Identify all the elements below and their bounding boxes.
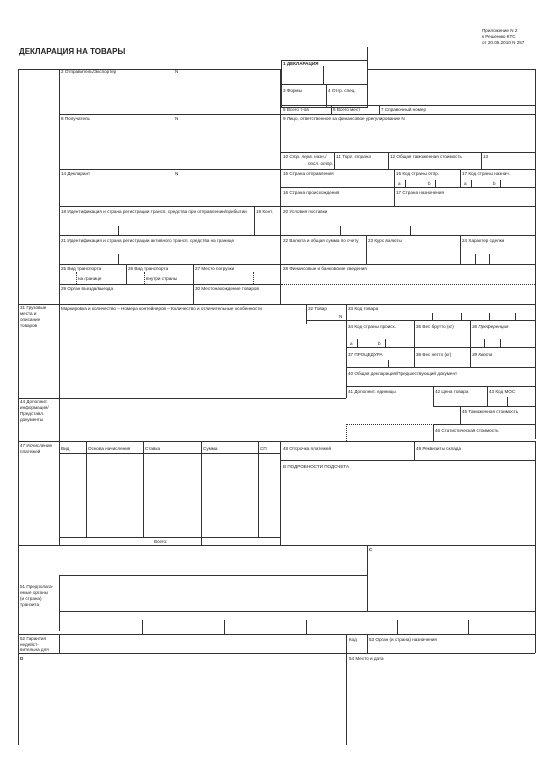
calc-col-stavka: Ставка: [145, 446, 161, 451]
divider: [500, 339, 501, 347]
field-19-label: 19 Конт.: [256, 209, 274, 214]
divider: [18, 304, 535, 305]
field-11-label: 11 Торг. страна: [336, 154, 371, 159]
column-divider: [59, 634, 60, 653]
divider: [471, 180, 472, 187]
divider: [346, 386, 535, 387]
frame-right: [535, 441, 536, 545]
divider: [281, 284, 535, 285]
divider: [59, 114, 535, 115]
field-39-label: 39 Квота: [472, 352, 493, 357]
field-31-label-2: места и: [20, 311, 37, 316]
column-divider: [59, 575, 60, 631]
divider: [414, 320, 415, 347]
divider: [346, 424, 434, 425]
field-42-label: 42 Цена товара: [435, 389, 469, 394]
divider: [367, 69, 535, 70]
divider: [253, 272, 254, 284]
field-14-label: 14 Декларант: [61, 171, 91, 176]
decision-label: к Решению КТС: [482, 34, 516, 39]
divider: [487, 386, 488, 406]
divider: [515, 313, 516, 320]
divider: [201, 441, 202, 537]
divider: [281, 84, 368, 85]
divider: [86, 441, 87, 537]
field-14-n: N: [175, 171, 179, 176]
divider: [334, 152, 335, 169]
divider: [306, 620, 307, 634]
divider: [346, 347, 535, 348]
divider: [346, 424, 347, 441]
divider: [18, 545, 535, 546]
field-51-label-4: транзита: [20, 602, 40, 607]
field-17-label: 17 Страна назначения: [396, 190, 444, 195]
divider: [59, 575, 367, 576]
divider: [357, 339, 358, 347]
field-10-label: 10 Стр. перв. назн./: [283, 154, 327, 159]
field-29-label: 29 Орган въезда/выезда: [61, 286, 114, 291]
page-title: ДЕКЛАРАЦИЯ НА ТОВАРЫ: [19, 47, 126, 56]
field-52-label-3: вительна для: [20, 647, 49, 652]
field-40-label: 40 Общая декларация/Предшествующий документ: [348, 371, 458, 376]
divider: [410, 226, 411, 235]
divider: [18, 653, 535, 654]
field-52-label-1: 52 Гарантия: [20, 636, 46, 641]
divider: [118, 254, 119, 264]
field-24-label: 24 Характер сделки: [462, 238, 505, 243]
divider: [281, 105, 535, 106]
divider: [435, 180, 436, 187]
divider: [340, 226, 341, 235]
divider: [323, 66, 324, 84]
divider: [433, 406, 535, 407]
field-15a-b: b: [428, 181, 431, 186]
field-26-sublabel: внутри страны: [146, 276, 178, 281]
divider: [76, 272, 77, 284]
divider: [258, 441, 259, 537]
divider: [144, 272, 145, 284]
divider: [433, 424, 434, 441]
divider: [143, 441, 144, 537]
field-54-label: 54 Место и дата: [349, 656, 384, 661]
divider: [433, 386, 434, 406]
divider: [461, 313, 462, 320]
divider: [433, 424, 535, 425]
divider: [470, 320, 471, 347]
field-38-label: 38 Вес нетто (кг): [416, 352, 452, 357]
column-divider: [346, 634, 347, 745]
field-31-label-3: описание: [20, 317, 41, 322]
field-5-label: 5 Всего т-ов: [283, 107, 309, 112]
field-4-label: 4 Отгр. спец.: [328, 88, 356, 93]
frame-left: [18, 69, 19, 745]
field-44-label-4: документы: [20, 417, 44, 422]
divider: [388, 152, 389, 169]
calc-col-sp: СП: [260, 446, 267, 451]
column-divider: [59, 398, 60, 441]
divider: [470, 347, 471, 367]
field-25-label: 25 Вид транспорта: [61, 266, 102, 271]
field-48-label: 48 Отсрочка платежей: [283, 446, 332, 451]
divider: [18, 441, 535, 442]
calc-col-osnova: Основа начисления: [88, 446, 131, 451]
divider: [331, 105, 332, 114]
field-30-label: 30 Местонахождение товаров: [195, 286, 259, 291]
field-15-label: 15 Страна отправления: [283, 171, 334, 176]
field-27-label: 27 Место погрузки: [195, 266, 235, 271]
field-b-label: В ПОДРОБНОСТИ ПОДСЧЕТА: [283, 464, 350, 469]
field-9-label: 9 Лицо, ответственное за финансовое урегулирование N: [283, 116, 405, 121]
field-26-label: 26 Вид транспорта: [128, 266, 169, 271]
field-10-sublabel: посл. отпр.: [308, 161, 334, 166]
divider: [388, 360, 389, 367]
field-15a-a: a: [398, 181, 401, 186]
field-31-label-4: товаров: [20, 323, 38, 328]
field-15a-label: 15 Код страны отпр.: [396, 171, 439, 176]
divider: [142, 620, 143, 634]
field-17a-a: a: [464, 181, 467, 186]
column-divider: [59, 441, 60, 545]
frame-right: [535, 545, 536, 634]
divider: [59, 611, 535, 612]
column-divider: [280, 441, 281, 545]
divider: [460, 406, 461, 424]
divider: [118, 226, 119, 235]
field-35-label: 35 Вес брутто (кг): [416, 324, 454, 329]
field-44-label-1: 44 Дополнит.: [20, 399, 48, 404]
field-8-label: 8 Получатель: [61, 116, 90, 121]
frame-right: [535, 304, 536, 439]
divider: [306, 304, 307, 324]
field-8-n: N: [175, 116, 179, 121]
divider: [346, 367, 535, 368]
field-22-label: 22 Валюта и общая сумма по счету: [283, 238, 359, 243]
divider: [500, 180, 501, 187]
decision-date: от 20.05.2010 N 257: [482, 40, 525, 45]
column-divider: [59, 304, 60, 398]
frame-top: [18, 69, 281, 70]
field-23-label: 23 Курс валюты: [368, 238, 402, 243]
field-31-description: Маркировка и количество – Номера контейнеров – Количество и отличительные особенности: [61, 306, 262, 311]
field-3-label: 3 Формы: [283, 88, 302, 93]
divider: [507, 397, 508, 406]
divider: [460, 169, 461, 187]
field-44-label-2: информация/: [20, 405, 49, 410]
divider: [385, 339, 386, 347]
field-51-label-1: 51 Предполага-: [20, 584, 54, 589]
field-18-label: 18 Идентификация и страна регистрации трансп. средства при отправлении/прибытии: [61, 209, 247, 214]
divider: [59, 206, 535, 207]
field-1-label: 1 ДЕКЛАРАЦИЯ: [283, 61, 319, 66]
column-divider: [59, 69, 60, 304]
appendix-label: Приложение N 2: [482, 28, 518, 33]
divider: [224, 620, 225, 634]
divider: [484, 339, 485, 347]
field-34-b: b: [378, 341, 381, 346]
divider: [489, 254, 490, 264]
field-51-label-2: емые органы: [20, 590, 48, 595]
field-28-label: 28 Финансовые и банковские сведения: [283, 266, 367, 271]
divider: [254, 206, 255, 235]
frame-right: [535, 165, 536, 304]
divider: [475, 254, 476, 264]
field-34-a: a: [350, 341, 353, 346]
calc-total-label: Всего:: [154, 539, 168, 544]
divider: [59, 235, 535, 236]
divider: [18, 398, 346, 399]
field-20-label: 20 Условия поставки: [283, 209, 328, 214]
divider: [306, 320, 535, 321]
field-47-label-2: платежей: [20, 449, 41, 454]
field-12-label: 12 Общая таможенная стоимость: [390, 154, 462, 159]
divider: [489, 313, 490, 320]
section-d-label: D: [20, 656, 24, 661]
divider: [366, 235, 367, 264]
field-43-label: 43 Код МОС: [489, 389, 516, 394]
calc-col-vid: Вид: [61, 446, 70, 451]
field-32-n: N: [339, 314, 343, 319]
field-13-label: 13: [483, 154, 489, 159]
divider: [481, 152, 482, 169]
field-44-label-3: Представл.: [20, 411, 45, 416]
field-21-label: 21 Идентификация и страна регистрации активного трансп. средства на границе: [61, 238, 235, 243]
divider: [59, 169, 535, 170]
divider: [281, 152, 535, 153]
field-16-label: 16 Страна происхождения: [283, 190, 340, 195]
field-25-sublabel: на границе: [78, 276, 102, 281]
divider: [59, 537, 281, 538]
field-45-label: 45 Таможенная стоимость: [462, 409, 519, 414]
field-17a-label: 17 Код страны назнач.: [462, 171, 510, 176]
field-46-label: 46 Статистическая стоимость: [435, 428, 499, 433]
field-52-label-2: недейст-: [20, 642, 39, 647]
divider: [126, 264, 127, 284]
section-c-label: С: [369, 547, 373, 552]
frame-right: [535, 69, 536, 165]
divider: [201, 537, 202, 545]
field-31-label-1: 31 Грузовые: [20, 305, 47, 310]
field-47-label-1: 47 Исчисление: [20, 443, 53, 448]
field-41-label: 41 Дополнит. единицы: [348, 389, 396, 394]
field-33-label: 33 Код товара: [348, 306, 379, 311]
divider: [281, 187, 535, 188]
divider: [59, 264, 535, 265]
divider: [414, 441, 415, 460]
field-52-kod: Код: [349, 637, 357, 642]
field-36-label: 36 Преференция: [472, 324, 509, 329]
divider: [59, 453, 281, 454]
field-2-n: N: [175, 69, 179, 74]
divider: [280, 460, 535, 461]
divider: [405, 180, 406, 187]
divider: [367, 634, 368, 653]
field-17a-b: b: [493, 181, 496, 186]
divider: [367, 545, 368, 611]
divider: [414, 347, 415, 367]
field-49-label: 49 Реквизиты склада: [416, 446, 462, 451]
divider: [468, 620, 469, 634]
divider: [460, 235, 461, 264]
frame-right: [535, 634, 536, 653]
column-divider: [346, 304, 347, 398]
field-32-label: 32 Товар: [308, 306, 327, 311]
calc-col-summa: Сумма: [203, 446, 218, 451]
divider: [379, 105, 380, 114]
field-37-label: 37 ПРОЦЕДУРА: [348, 352, 383, 357]
field-53-label: 53 Орган (и страна) назначения: [369, 637, 437, 642]
field-51-label-3: (и страна): [20, 596, 42, 601]
field-34-label: 34 Код страны происх.: [348, 324, 397, 329]
divider: [59, 284, 281, 285]
field-2-label: 2 Отправитель/Экспортер: [61, 69, 117, 74]
field-7-label: 7 Справочный номер: [381, 107, 427, 112]
field-6-label: 6 Всего мест: [333, 107, 361, 112]
divider: [432, 313, 433, 320]
divider: [18, 634, 535, 635]
divider: [397, 620, 398, 634]
